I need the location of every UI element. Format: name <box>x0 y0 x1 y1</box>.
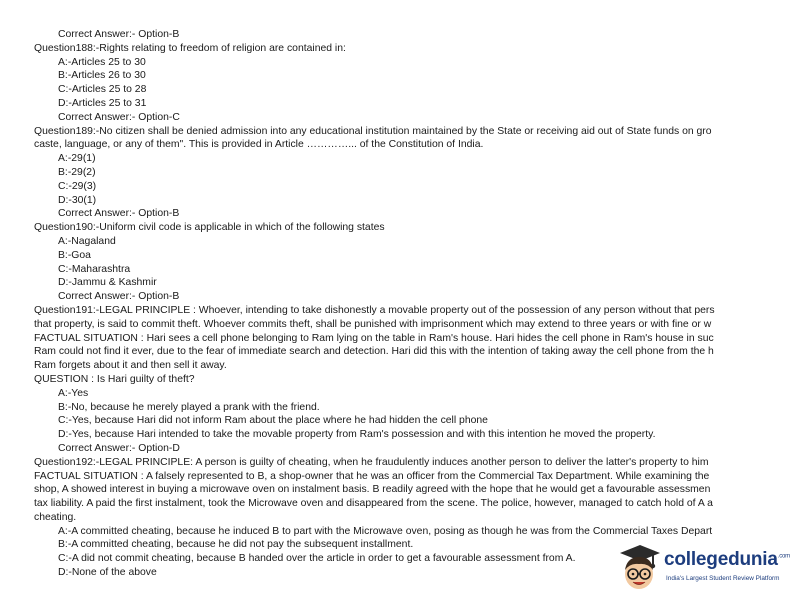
option-line: C:-A did not commit cheating, because B handed over the article in order to get a favourable assessment from A. <box>58 553 576 565</box>
option-line: D:-Articles 25 to 31 <box>58 97 147 109</box>
option-line: B:-No, because he merely played a prank with the friend. <box>58 401 320 413</box>
option-line: C:-Maharashtra <box>58 263 131 275</box>
correct-answer-line: Correct Answer:- Option-B <box>58 291 180 303</box>
text-line: QUESTION : Is Hari guilty of theft? <box>34 373 195 385</box>
option-line: A:-Yes <box>58 387 89 399</box>
option-line: C:-Yes, because Hari did not inform Ram about the place where he had hidden the cell phone <box>58 415 488 427</box>
option-line: D:-Yes, because Hari intended to take the movable property from Ram's possession and with this intention he moved the property. <box>58 429 656 441</box>
text-line: caste, language, or any of them". This is provided in Article …………... of the Constitution of India. <box>34 139 484 151</box>
correct-answer-line: Correct Answer:- Option-B <box>58 208 180 220</box>
text-line: FACTUAL SITUATION : Hari sees a cell phone belonging to Ram lying on the table in Ram's house. Hari hides the cell phone in Ram's house in suc <box>34 332 714 344</box>
option-line: C:-Articles 25 to 28 <box>58 84 147 96</box>
question-line: Question188:-Rights relating to freedom of religion are contained in: <box>34 42 346 54</box>
brand-tagline: India's Largest Student Review Platform <box>666 575 780 582</box>
mascot-logo-icon <box>618 543 662 595</box>
option-line: C:-29(3) <box>58 180 97 192</box>
correct-answer-line: Correct Answer:- Option-B <box>58 29 180 40</box>
option-line: B:-29(2) <box>58 166 96 178</box>
option-line: A:-A committed cheating, because he induced B to part with the Microwave oven, posing as though he was from the Commercial Taxes Depart <box>58 525 713 537</box>
text-line: tax liability. A paid the first instalment, took the Microwave oven and disappeared from the scene. The police, however, managed to catch hold of A a <box>34 498 713 510</box>
collegedunia-watermark <box>616 541 788 601</box>
text-line: FACTUAL SITUATION : A falsely represented to B, a shop-owner that he was an officer from the Commercial Tax Department. While examining the <box>34 470 710 482</box>
option-line: D:-Jammu & Kashmir <box>58 277 157 289</box>
question-line: Question190:-Uniform civil code is applicable in which of the following states <box>34 222 385 234</box>
brand-name: collegedunia$^{.com}$ <box>664 549 790 570</box>
option-line: A:-Articles 25 to 30 <box>58 56 146 68</box>
option-line: A:-29(1) <box>58 153 96 165</box>
text-line: Ram forgets about it and then sell it away. <box>34 360 227 372</box>
correct-answer-line: Correct Answer:- Option-D <box>58 442 180 454</box>
correct-answer-line: Correct Answer:- Option-C <box>58 111 180 123</box>
text-line: cheating. <box>34 511 77 523</box>
option-line: B:-A committed cheating, because he did not pay the subsequent installment. <box>58 539 414 551</box>
text-line: shop, A showed interest in buying a microwave oven on instalment basis. B readily agreed with the hope that he would get a favourable assessmen <box>34 484 711 496</box>
question-line: Question191:-LEGAL PRINCIPLE : Whoever, intending to take dishonestly a movable property out of the possession of any person without that pers <box>34 304 715 316</box>
document-body <box>34 28 779 580</box>
option-line: A:-Nagaland <box>58 235 116 247</box>
question-line: Question192:-LEGAL PRINCIPLE: A person is guilty of cheating, when he fraudulently induces another person to deliver the latter's property to him <box>34 456 709 468</box>
option-line: D:-30(1) <box>58 194 97 206</box>
text-line: that property, is said to commit theft. Whoever commits theft, shall be punished with imprisonment which may extend to three years or with fine or w <box>34 318 712 330</box>
question-line: Question189:-No citizen shall be denied admission into any educational institution maintained by the State or receiving aid out of State funds on gro <box>34 125 712 137</box>
text-line: Ram could not find it ever, due to the fear of immediate search and detection. Hari did this with the intention of taking away the cell phone from the h <box>34 346 714 358</box>
option-line: D:-None of the above <box>58 567 157 579</box>
option-line: B:-Goa <box>58 249 91 261</box>
option-line: B:-Articles 26 to 30 <box>58 70 146 82</box>
